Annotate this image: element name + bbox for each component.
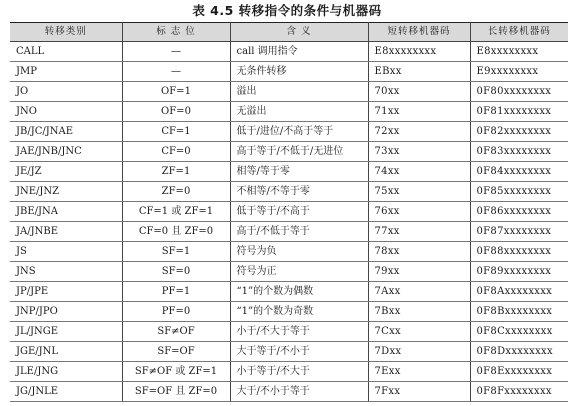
meaning-cell: “1”的个数为偶数: [230, 282, 368, 302]
table-row: [10, 242, 568, 262]
short-opcode-cell: 7Fxx: [368, 382, 470, 402]
table-row: [10, 102, 568, 122]
long-opcode-cell: 0F86xxxxxxxx: [470, 202, 568, 222]
short-opcode-cell: 74xx: [368, 162, 470, 182]
instruction-cell: JMP: [10, 62, 122, 82]
table-row: [10, 302, 568, 322]
flags-cell: CF=1 或 ZF=1: [122, 202, 230, 222]
table-row: [10, 342, 568, 362]
flags-cell: CF=1: [122, 122, 230, 142]
instruction-cell: JNP/JPO: [10, 302, 122, 322]
flags-cell: SF=1: [122, 242, 230, 262]
meaning-cell: 小于/不大于等于: [230, 322, 368, 342]
long-opcode-cell: 0F82xxxxxxxx: [470, 122, 568, 142]
flags-cell: ZF=0: [122, 182, 230, 202]
table-row: [10, 142, 568, 162]
flags-cell: SF=OF 且 ZF=0: [122, 382, 230, 402]
short-opcode-cell: 78xx: [368, 242, 470, 262]
instruction-cell: JNO: [10, 102, 122, 122]
table-row: [10, 182, 568, 202]
flags-cell: CF=0 且 ZF=0: [122, 222, 230, 242]
instruction-cell: JNS: [10, 262, 122, 282]
meaning-cell: 大于等于/不小于: [230, 342, 368, 362]
instruction-cell: JB/JC/JNAE: [10, 122, 122, 142]
long-opcode-cell: 0F84xxxxxxxx: [470, 162, 568, 182]
long-opcode-cell: 0F8Dxxxxxxxx: [470, 342, 568, 362]
flags-cell: SF=0: [122, 262, 230, 282]
flags-cell: —: [122, 42, 230, 62]
short-opcode-cell: 70xx: [368, 82, 470, 102]
flags-cell: OF=1: [122, 82, 230, 102]
flags-cell: ZF=1: [122, 162, 230, 182]
flags-cell: SF=OF: [122, 342, 230, 362]
long-opcode-cell: 0F87xxxxxxxx: [470, 222, 568, 242]
short-opcode-cell: 79xx: [368, 262, 470, 282]
header-short-opcode: 短转移机器码: [368, 23, 470, 42]
instruction-cell: JP/JPE: [10, 282, 122, 302]
table-row: [10, 322, 568, 342]
meaning-cell: 低于/进位/不高于等于: [230, 122, 368, 142]
meaning-cell: 小于等于/不大于: [230, 362, 368, 382]
table-row: [10, 362, 568, 382]
table-row: [10, 202, 568, 222]
short-opcode-cell: EBxx: [368, 62, 470, 82]
meaning-cell: 高于等于/不低于/无进位: [230, 142, 368, 162]
meaning-cell: 符号为负: [230, 242, 368, 262]
instruction-cell: CALL: [10, 42, 122, 62]
instruction-cell: JAE/JNB/JNC: [10, 142, 122, 162]
header-row: [10, 23, 568, 42]
flags-cell: SF≠OF 或 ZF=1: [122, 362, 230, 382]
meaning-cell: call 调用指令: [230, 42, 368, 62]
meaning-cell: 无条件转移: [230, 62, 368, 82]
meaning-cell: 无溢出: [230, 102, 368, 122]
table-row: [10, 42, 568, 62]
header-jump-category: 转移类别: [10, 23, 122, 42]
long-opcode-cell: 0F8Axxxxxxxx: [470, 282, 568, 302]
flags-cell: PF=1: [122, 282, 230, 302]
long-opcode-cell: 0F89xxxxxxxx: [470, 262, 568, 282]
instruction-cell: JNE/JNZ: [10, 182, 122, 202]
long-opcode-cell: 0F8Bxxxxxxxx: [470, 302, 568, 322]
instruction-cell: JS: [10, 242, 122, 262]
flags-cell: OF=0: [122, 102, 230, 122]
long-opcode-cell: 0F83xxxxxxxx: [470, 142, 568, 162]
table-caption: 表 4.5 转移指令的条件与机器码: [192, 3, 382, 18]
long-opcode-cell: 0F80xxxxxxxx: [470, 82, 568, 102]
instruction-cell: JO: [10, 82, 122, 102]
meaning-cell: “1”的个数为奇数: [230, 302, 368, 322]
flags-cell: CF=0: [122, 142, 230, 162]
long-opcode-cell: 0F88xxxxxxxx: [470, 242, 568, 262]
meaning-cell: 不相等/不等于零: [230, 182, 368, 202]
short-opcode-cell: 75xx: [368, 182, 470, 202]
long-opcode-cell: 0F85xxxxxxxx: [470, 182, 568, 202]
instruction-cell: JGE/JNL: [10, 342, 122, 362]
meaning-cell: 低于等于/不高于: [230, 202, 368, 222]
flags-cell: —: [122, 62, 230, 82]
meaning-cell: 高于/不低于等于: [230, 222, 368, 242]
short-opcode-cell: 7Dxx: [368, 342, 470, 362]
long-opcode-cell: E8xxxxxxxx: [470, 42, 568, 62]
short-opcode-cell: 76xx: [368, 202, 470, 222]
instruction-cell: JLE/JNG: [10, 362, 122, 382]
short-opcode-cell: 7Axx: [368, 282, 470, 302]
short-opcode-cell: 72xx: [368, 122, 470, 142]
table-row: [10, 162, 568, 182]
table-row: [10, 62, 568, 82]
table-row: [10, 262, 568, 282]
table-row: [10, 282, 568, 302]
short-opcode-cell: 73xx: [368, 142, 470, 162]
meaning-cell: 相等/等于零: [230, 162, 368, 182]
short-opcode-cell: 71xx: [368, 102, 470, 122]
instruction-cell: JG/JNLE: [10, 382, 122, 402]
long-opcode-cell: 0F8Cxxxxxxxx: [470, 322, 568, 342]
long-opcode-cell: 0F8Exxxxxxxx: [470, 362, 568, 382]
long-opcode-cell: 0F81xxxxxxxx: [470, 102, 568, 122]
header-long-opcode: 长转移机器码: [470, 23, 568, 42]
jump-instruction-table: [10, 22, 568, 402]
long-opcode-cell: E9xxxxxxxx: [470, 62, 568, 82]
table-row: [10, 82, 568, 102]
short-opcode-cell: 77xx: [368, 222, 470, 242]
table-row: [10, 222, 568, 242]
header-meaning: 含 义: [230, 23, 368, 42]
instruction-cell: JA/JNBE: [10, 222, 122, 242]
long-opcode-cell: 0F8Fxxxxxxxx: [470, 382, 568, 402]
short-opcode-cell: 7Bxx: [368, 302, 470, 322]
header-flags: 标 志 位: [122, 23, 230, 42]
meaning-cell: 大于/不小于等于: [230, 382, 368, 402]
short-opcode-cell: E8xxxxxxxx: [368, 42, 470, 62]
instruction-cell: JL/JNGE: [10, 322, 122, 342]
meaning-cell: 符号为正: [230, 262, 368, 282]
flags-cell: PF=0: [122, 302, 230, 322]
flags-cell: SF≠OF: [122, 322, 230, 342]
instruction-cell: JBE/JNA: [10, 202, 122, 222]
short-opcode-cell: 7Exx: [368, 362, 470, 382]
instruction-cell: JE/JZ: [10, 162, 122, 182]
table-row: [10, 122, 568, 142]
table-row: [10, 382, 568, 402]
meaning-cell: 溢出: [230, 82, 368, 102]
short-opcode-cell: 7Cxx: [368, 322, 470, 342]
